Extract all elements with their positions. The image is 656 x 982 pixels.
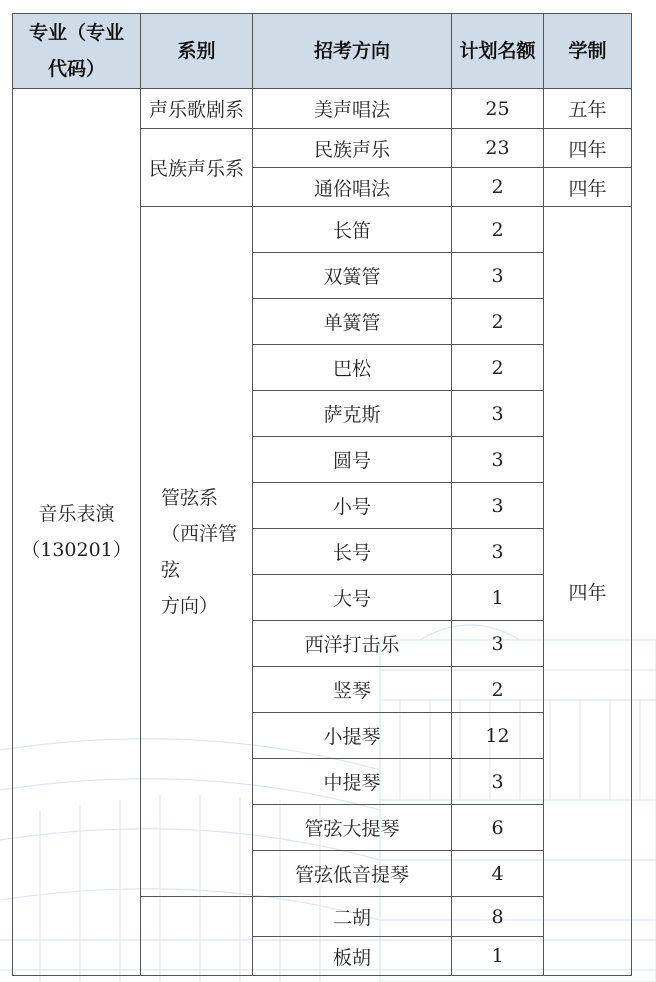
direction-cell: 管弦低音提琴 — [253, 851, 452, 897]
direction-cell: 管弦大提琴 — [253, 805, 452, 851]
major-name: 音乐表演 — [38, 503, 115, 525]
orchestral-line2: （西洋管弦 — [161, 522, 238, 581]
header-major — [13, 14, 141, 89]
orchestral-line3: 方向） — [161, 594, 219, 617]
orchestral-line1: 管弦系 — [161, 486, 219, 509]
quota-cell: 4 — [452, 851, 544, 897]
direction-cell: 二胡 — [253, 897, 452, 937]
direction-cell: 中提琴 — [253, 759, 452, 805]
direction-cell: 长笛 — [253, 207, 452, 253]
table-row — [13, 89, 632, 129]
duration-cell: 五年 — [544, 89, 632, 129]
direction-cell: 长号 — [253, 529, 452, 575]
department-cell: 声乐歌剧系 — [141, 89, 253, 129]
quota-cell: 3 — [452, 621, 544, 667]
header-duration: 学制 — [544, 14, 632, 89]
duration-cell-orchestral: 四年 — [544, 207, 632, 976]
direction-cell: 民族声乐 — [253, 129, 452, 168]
quota-cell: 3 — [452, 391, 544, 437]
quota-cell: 1 — [452, 575, 544, 621]
quota-cell: 2 — [452, 168, 544, 207]
header-row — [13, 14, 632, 89]
direction-cell: 萨克斯 — [253, 391, 452, 437]
direction-cell: 美声唱法 — [253, 89, 452, 129]
department-cell-empty — [141, 897, 253, 976]
direction-cell: 大号 — [253, 575, 452, 621]
direction-cell: 竖琴 — [253, 667, 452, 713]
major-cell — [13, 89, 141, 976]
direction-cell: 西洋打击乐 — [253, 621, 452, 667]
quota-cell: 2 — [452, 207, 544, 253]
department-cell: 民族声乐系 — [141, 129, 253, 207]
direction-cell: 通俗唱法 — [253, 168, 452, 207]
quota-cell: 3 — [452, 483, 544, 529]
header-quota: 计划名额 — [452, 14, 544, 89]
quota-cell: 3 — [452, 529, 544, 575]
direction-cell: 板胡 — [253, 937, 452, 976]
department-cell-orchestral — [141, 207, 253, 897]
quota-cell: 3 — [452, 253, 544, 299]
quota-cell: 3 — [452, 759, 544, 805]
direction-cell: 巴松 — [253, 345, 452, 391]
quota-cell: 23 — [452, 129, 544, 168]
header-major-line2: 代码） — [47, 58, 105, 80]
header-direction: 招考方向 — [253, 14, 452, 89]
direction-cell: 单簧管 — [253, 299, 452, 345]
quota-cell: 1 — [452, 937, 544, 976]
direction-cell: 圆号 — [253, 437, 452, 483]
quota-cell: 25 — [452, 89, 544, 129]
quota-cell: 3 — [452, 437, 544, 483]
quota-cell: 6 — [452, 805, 544, 851]
direction-cell: 小号 — [253, 483, 452, 529]
quota-cell: 8 — [452, 897, 544, 937]
quota-cell: 2 — [452, 667, 544, 713]
header-department: 系别 — [141, 14, 253, 89]
direction-cell: 小提琴 — [253, 713, 452, 759]
enrollment-table — [12, 13, 632, 976]
direction-cell: 双簧管 — [253, 253, 452, 299]
duration-cell: 四年 — [544, 168, 632, 207]
quota-cell: 2 — [452, 345, 544, 391]
quota-cell: 2 — [452, 299, 544, 345]
major-code: （130201） — [21, 539, 132, 561]
duration-cell: 四年 — [544, 129, 632, 168]
header-major-line1: 专业（专业 — [28, 22, 124, 44]
quota-cell: 12 — [452, 713, 544, 759]
